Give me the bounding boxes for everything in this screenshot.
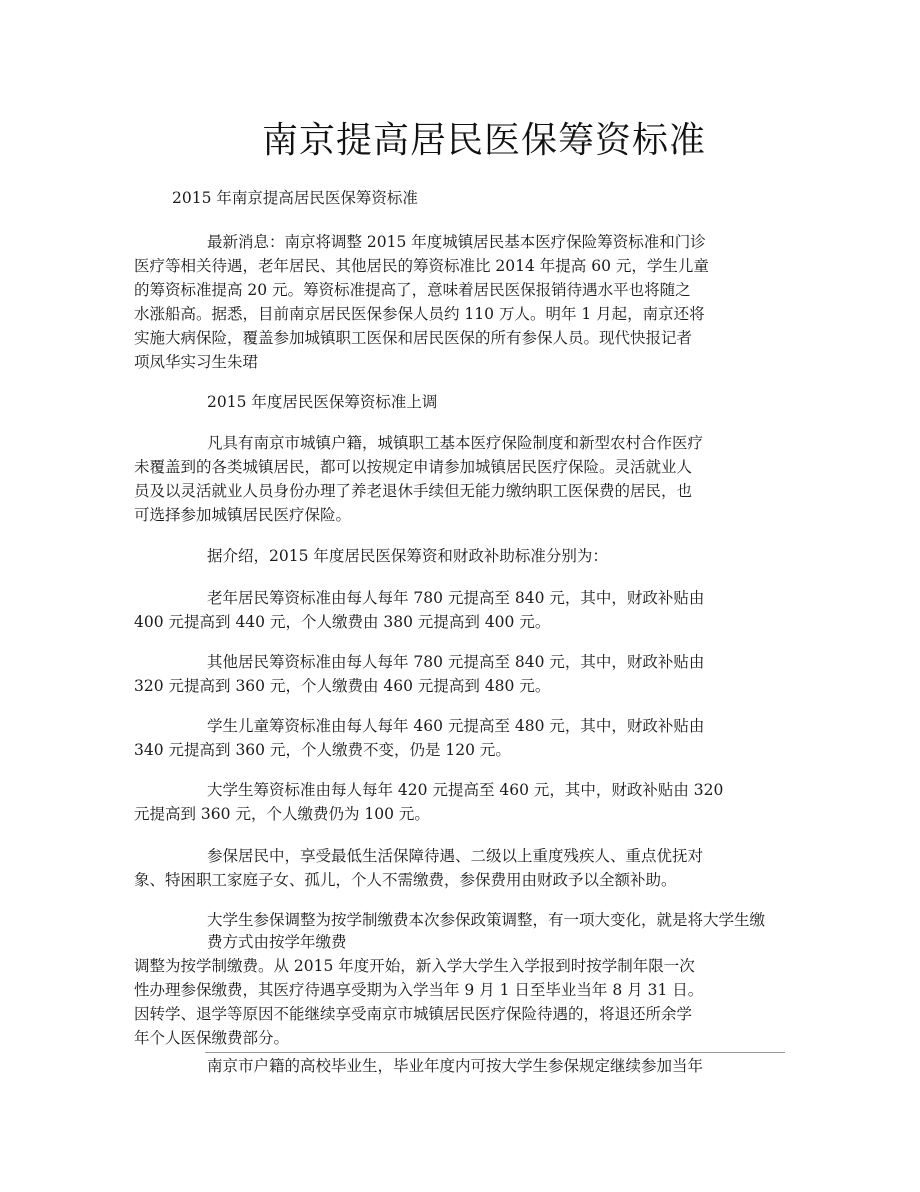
para1-line-6: 项凤华实习生朱珺	[134, 353, 259, 371]
para1-line-3: 的筹资标准提高 20 元。筹资标准提高了，意味着居民医保报销待遇水平也将随之	[134, 281, 691, 299]
document-title: 南京提高居民医保筹资标准	[262, 120, 707, 161]
para2-line-3: 员及以灵活就业人员身份办理了养老退休手续但无能力缴纳职工医保费的居民，也	[134, 482, 693, 500]
para4-line-2: 400 元提高到 440 元，个人缴费由 380 元提高到 400 元。	[134, 613, 551, 631]
para9-body-line-3: 因转学、退学等原因不能继续享受南京市城镇居民医疗保险待遇的，将退还所余学	[134, 1005, 693, 1023]
para2-line-1: 凡具有南京市城镇户籍，城镇职工基本医疗保险制度和新型农村合作医疗	[207, 434, 704, 452]
para9-head-line-2: 费方式由按学年缴费	[207, 933, 347, 951]
para9-body-line-1: 调整为按学制缴费。从 2015 年度开始，新入学大学生入学报到时按学制年限一次	[134, 957, 695, 975]
section-divider	[205, 1052, 785, 1053]
para8-line-1: 参保居民中，享受最低生活保障待遇、二级以上重度残疾人、重点优抚对	[207, 847, 704, 865]
subtitle-2015-standard: 2015 年南京提高居民医保筹资标准	[172, 189, 418, 207]
para3-line-1: 据介绍，2015 年度居民医保筹资和财政补助标准分别为：	[207, 547, 608, 565]
para1-line-4: 水涨船高。据悉，目前南京居民医保参保人员约 110 万人。明年 1 月起，南京还将	[134, 305, 705, 323]
para4-line-1: 老年居民筹资标准由每人每年 780 元提高至 840 元，其中，财政补贴由	[207, 589, 705, 607]
para1-line-2: 医疗等相关待遇，老年居民、其他居民的筹资标准比 2014 年提高 60 元，学生儿童	[134, 257, 709, 275]
para1-line-1: 最新消息：南京将调整 2015 年度城镇居民基本医疗保险筹资标准和门诊	[207, 233, 706, 251]
para10-line-1: 南京市户籍的高校毕业生，毕业年度内可按大学生参保规定继续参加当年	[207, 1057, 704, 1075]
para2-line-2: 未覆盖到的各类城镇居民，都可以按规定申请参加城镇居民医疗保险。灵活就业人	[134, 458, 693, 476]
para7-line-1: 大学生筹资标准由每人每年 420 元提高至 460 元，其中，财政补贴由 320	[207, 781, 724, 799]
para8-line-2: 象、特困职工家庭子女、孤儿，个人不需缴费，参保费用由财政予以全额补助。	[134, 871, 677, 889]
para2-line-4: 可选择参加城镇居民医疗保险。	[134, 506, 352, 524]
subtitle-standard-raised: 2015 年度居民医保筹资标准上调	[207, 393, 438, 411]
para9-body-line-4: 年个人医保缴费部分。	[134, 1029, 290, 1047]
para1-line-5: 实施大病保险，覆盖参加城镇职工医保和居民医保的所有参保人员。现代快报记者	[134, 329, 693, 347]
para6-line-1: 学生儿童筹资标准由每人每年 460 元提高至 480 元，其中，财政补贴由	[207, 717, 705, 735]
para5-line-1: 其他居民筹资标准由每人每年 780 元提高至 840 元，其中，财政补贴由	[207, 653, 705, 671]
para9-head-line-1: 大学生参保调整为按学制缴费本次参保政策调整，有一项大变化，就是将大学生缴	[207, 911, 766, 929]
para9-body-line-2: 性办理参保缴费，其医疗待遇享受期为入学当年 9 月 1 日至毕业当年 8 月 31 日。	[134, 981, 704, 999]
para5-line-2: 320 元提高到 360 元，个人缴费由 460 元提高到 480 元。	[134, 677, 551, 695]
para6-line-2: 340 元提高到 360 元，个人缴费不变，仍是 120 元。	[134, 741, 511, 759]
para7-line-2: 元提高到 360 元，个人缴费仍为 100 元。	[134, 805, 430, 823]
